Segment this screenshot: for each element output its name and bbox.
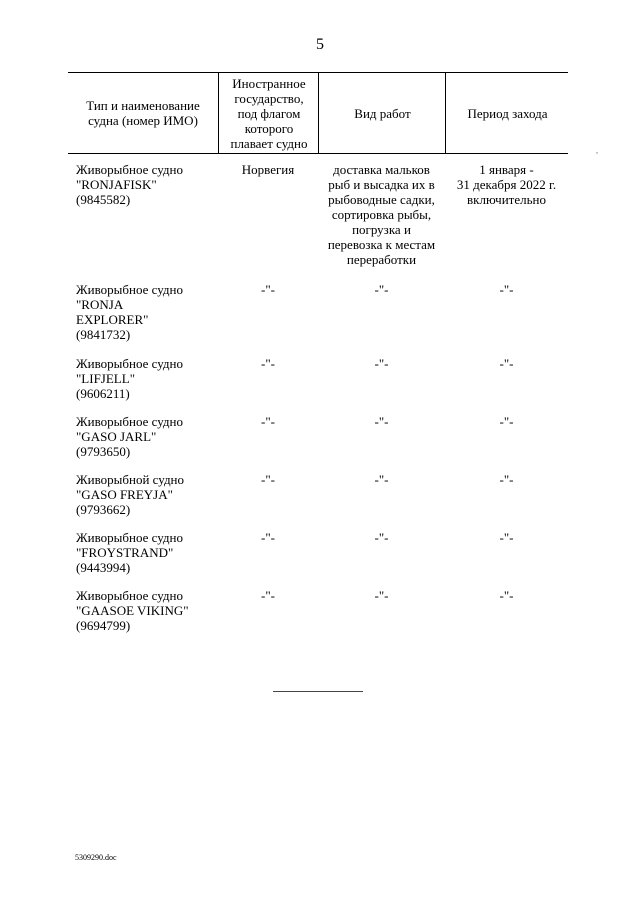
table-row bbox=[68, 414, 568, 472]
flag-cell: -"- bbox=[261, 282, 275, 297]
page-number: 5 bbox=[316, 36, 324, 53]
work-cell: -"- bbox=[374, 356, 389, 371]
header-flag-state bbox=[218, 73, 319, 153]
work-cell: -"- bbox=[374, 414, 389, 429]
end-of-table-divider bbox=[273, 691, 363, 692]
period-cell: -"- bbox=[499, 588, 514, 603]
table-row bbox=[68, 472, 568, 530]
vessel-cell: Живорыбное судно "RONJA EXPLORER" (9841732) bbox=[76, 282, 183, 342]
work-cell: -"- bbox=[374, 282, 389, 297]
flag-cell: -"- bbox=[261, 588, 275, 603]
vessel-cell: Живорыбное судно "GASO JARL" (9793650) bbox=[76, 414, 183, 459]
work-cell: доставка мальков рыб и высадка их в рыбоводные садки, сортировка рыбы, погрузка и перевозка к местам переработки bbox=[327, 162, 436, 267]
header-flag-state-label: Иностранное государство, под флагом которого плавает судно bbox=[230, 75, 308, 151]
vessel-table bbox=[68, 72, 568, 633]
vessel-cell: Живорыбное судно "FROYSTRAND" (9443994) bbox=[76, 530, 183, 575]
table-row bbox=[68, 162, 568, 282]
vessel-cell: Живорыбное судно "RONJAFISK" (9845582) bbox=[76, 162, 183, 207]
flag-cell: -"- bbox=[261, 472, 275, 487]
table-row bbox=[68, 282, 568, 356]
vessel-cell: Живорыбной судно "GASO FREYJA" (9793662) bbox=[76, 472, 185, 517]
table-row bbox=[68, 588, 568, 648]
work-cell: -"- bbox=[374, 530, 389, 545]
flag-cell: Норвегия bbox=[241, 162, 295, 177]
table-row bbox=[68, 356, 568, 414]
vessel-cell: Живорыбное судно "LIFJELL" (9606211) bbox=[76, 356, 183, 401]
work-cell: -"- bbox=[374, 588, 389, 603]
vessel-cell: Живорыбное судно "GAASOE VIKING" (9694799) bbox=[76, 588, 189, 633]
header-vessel-type bbox=[68, 73, 218, 153]
flag-cell: -"- bbox=[261, 356, 275, 371]
header-visit-period-label: Период захода bbox=[467, 105, 548, 121]
header-visit-period bbox=[445, 73, 569, 153]
period-cell: -"- bbox=[499, 472, 514, 487]
period-cell: -"- bbox=[499, 414, 514, 429]
flag-cell: -"- bbox=[261, 414, 275, 429]
document-reference: 5309290.doc bbox=[75, 853, 117, 862]
header-work-type-label: Вид работ bbox=[354, 105, 411, 121]
period-cell: 1 января - 31 декабря 2022 г. включительно bbox=[456, 162, 557, 207]
period-cell: -"- bbox=[499, 282, 514, 297]
header-vessel-type-label: Тип и наименование судна (номер ИМО) bbox=[86, 98, 200, 128]
margin-mark: , bbox=[596, 146, 598, 155]
period-cell: -"- bbox=[499, 530, 514, 545]
work-cell: -"- bbox=[374, 472, 389, 487]
header-work-type bbox=[318, 73, 446, 153]
table-header-row bbox=[68, 72, 568, 154]
table-body bbox=[68, 162, 568, 648]
table-row bbox=[68, 530, 568, 588]
flag-cell: -"- bbox=[261, 530, 275, 545]
period-cell: -"- bbox=[499, 356, 514, 371]
